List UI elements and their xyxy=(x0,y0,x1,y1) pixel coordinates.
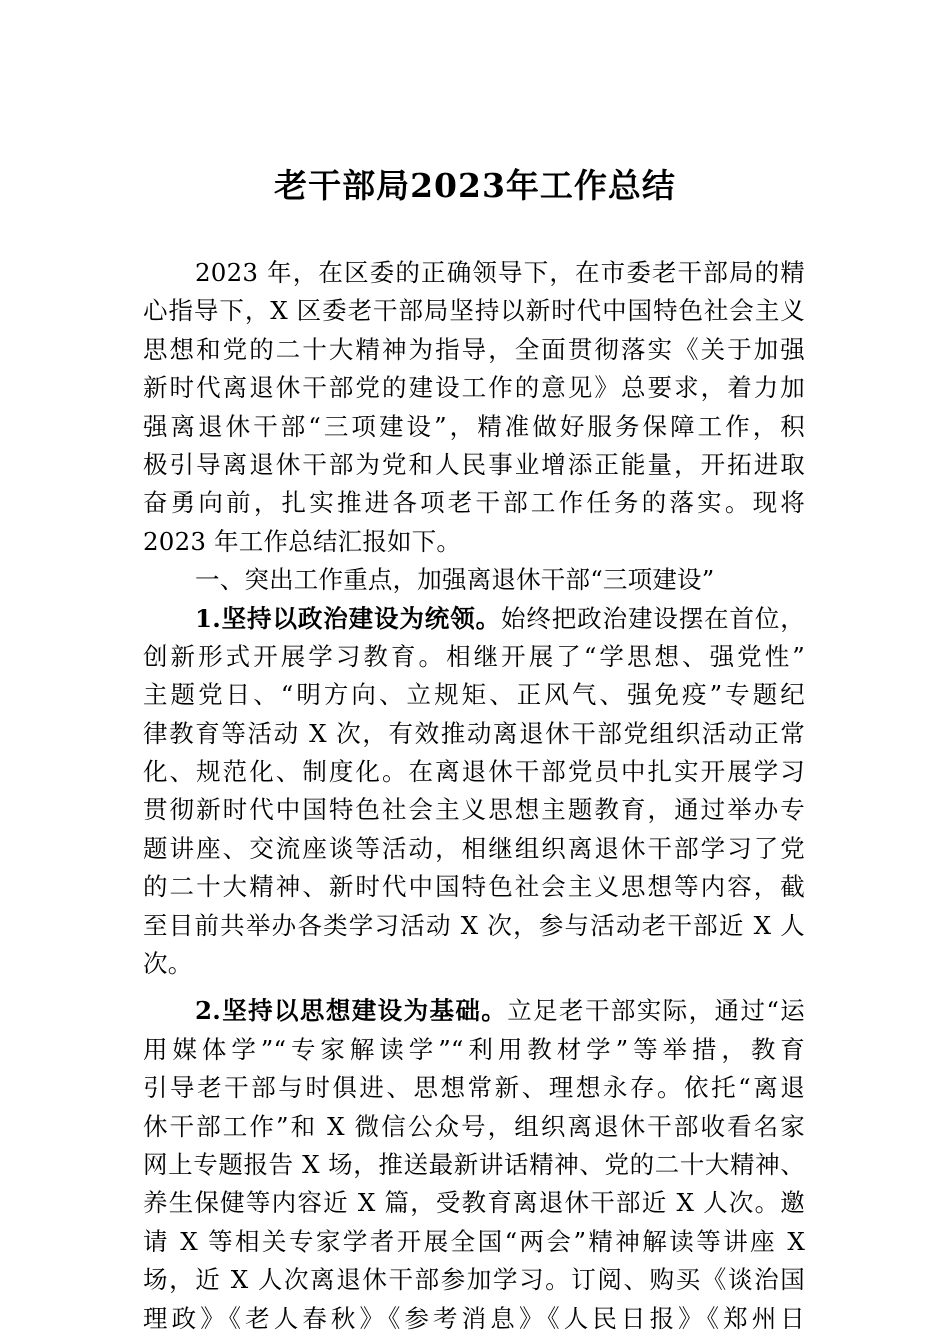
paragraph-line: 题讲座、交流座谈等活动，相继组织离退休干部学习了党 xyxy=(143,833,805,863)
paragraph-line: 强离退休干部“三项建设”，精准做好服务保障工作，积 xyxy=(143,411,805,441)
paragraph-line: 2023 年工作总结汇报如下。 xyxy=(143,526,462,556)
paragraph-line xyxy=(143,600,805,638)
paragraph-line: 贯彻新时代中国特色社会主义思想主题教育，通过举办专 xyxy=(143,795,805,825)
paragraph-line: 请 X 等相关专家学者开展全国“两会”精神解读等讲座 X xyxy=(143,1226,805,1256)
document-body xyxy=(143,254,805,1338)
paragraph-text: 立足老干部实际，通过“运 xyxy=(507,996,805,1026)
paragraph-line: 奋勇向前，扎实推进各项老干部工作任务的落实。现将 xyxy=(143,488,805,518)
paragraph-line: 休干部工作”和 X 微信公众号，组织离退休干部收看名家 xyxy=(143,1111,805,1141)
paragraph-text: 始终把政治建设摆在首位， xyxy=(500,603,805,633)
paragraph-line: 的二十大精神、新时代中国特色社会主义思想等内容，截 xyxy=(143,872,805,902)
paragraph-line: 2023 年，在区委的正确领导下，在市委老干部局的精 xyxy=(195,258,805,287)
paragraph-line: 养生保健等内容近 X 篇，受教育离退休干部近 X 人次。邀 xyxy=(143,1188,805,1218)
paragraph-line: 引导老干部与时俱进、思想常新、理想永存。依托“离退 xyxy=(143,1073,805,1103)
paragraph-line: 网上专题报告 X 场，推送最新讲话精神、党的二十大精神、 xyxy=(143,1149,805,1179)
paragraph-line: 创新形式开展学习教育。相继开展了“学思想、强党性” xyxy=(143,641,805,671)
paragraph-line: 极引导离退休干部为党和人民事业增添正能量，开拓进取 xyxy=(143,449,805,479)
paragraph-line: 主题党日、“明方向、立规矩、正风气、强免疫”专题纪 xyxy=(143,680,805,710)
section-heading: 一、突出工作重点，加强离退休干部“三项建设” xyxy=(195,565,715,595)
paragraph-line: 思想和党的二十大精神为指导，全面贯彻落实《关于加强 xyxy=(143,334,805,364)
paragraph-line xyxy=(143,992,805,1030)
paragraph-line: 化、规范化、制度化。在离退休干部党员中扎实开展学习 xyxy=(143,757,805,787)
item-heading: 2.坚持以思想建设为基础。 xyxy=(195,996,508,1026)
paragraph-line: 场，近 X 人次离退休干部参加学习。订阅、购买《谈治国 xyxy=(143,1265,805,1295)
paragraph-line: 理政》《老人春秋》《参考消息》《人民日报》《郑州日 xyxy=(143,1303,805,1333)
item-heading: 1.坚持以政治建设为统领。 xyxy=(195,603,501,633)
document-title: 老干部局2023年工作总结 xyxy=(274,166,676,205)
paragraph-line: 至目前共举办各类学习活动 X 次，参与活动老干部近 X 人 xyxy=(143,910,805,940)
paragraph-line: 用媒体学”“专家解读学”“利用教材学”等举措，教育 xyxy=(143,1034,805,1064)
paragraph-line: 次。 xyxy=(143,949,193,979)
paragraph-line: 新时代离退休干部党的建设工作的意见》总要求，着力加 xyxy=(143,373,805,403)
paragraph-line: 律教育等活动 X 次，有效推动离退休干部党组织活动正常 xyxy=(143,718,805,748)
paragraph-line: 心指导下，X 区委老干部局坚持以新时代中国特色社会主义 xyxy=(143,296,805,326)
